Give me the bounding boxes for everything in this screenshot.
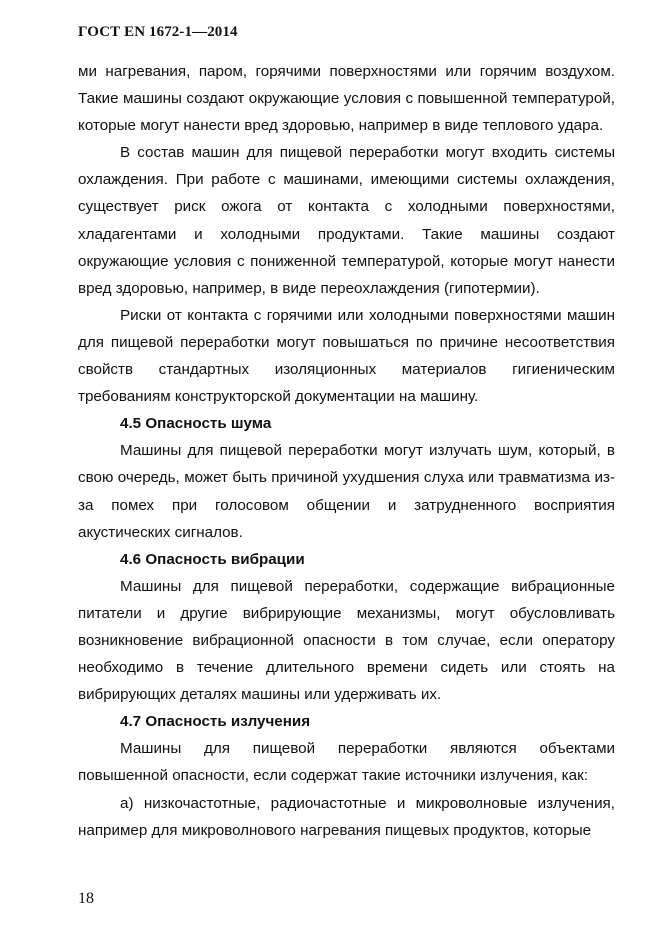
paragraph-heat-continuation: ми нагревания, паром, горячими поверхностями или горячим воздухом. Такие машины создают окружающие условия с повышенной температурой, которые могут нанести вред здоровью, например в виде теплового удара. bbox=[78, 63, 615, 135]
list-item-a: а) низкочастотные, радиочастотные и микроволновые излучения, например для микроволнового нагревания пищевых продуктов, которые bbox=[78, 794, 615, 839]
section-heading-radiation: 4.7 Опасность излучения bbox=[120, 713, 311, 731]
section-heading-noise: 4.5 Опасность шума bbox=[120, 415, 272, 433]
page-number: 18 bbox=[78, 890, 94, 907]
paragraph-noise: Машины для пищевой переработки могут излучать шум, который, в свою очередь, может быть причиной ухудшения слуха или травматизма из-за помех при голосовом общении и затрудненного восприятия акустических сигналов. bbox=[78, 442, 615, 541]
section-heading-vibration: 4.6 Опасность вибрации bbox=[120, 550, 305, 568]
document-body bbox=[78, 58, 615, 844]
paragraph-cooling-systems: В состав машин для пищевой переработки могут входить системы охлаждения. При работе с машинами, имеющими системы охлаждения, существует риск ожога от контакта с холодными поверхностями, хладагентами и холодными продуктами. Такие машины создают окружающие условия с пониженной температурой, которые могут нанести вред здоровью, например, в виде переохлаждения (гипотермии). bbox=[78, 144, 615, 297]
document-header: ГОСТ EN 1672-1—2014 bbox=[78, 24, 238, 40]
paragraph-vibration: Машины для пищевой переработки, содержащие вибрационные питатели и другие вибрирующие механизмы, могут обусловливать возникновение вибрационной опасности в том случае, если оператору необходимо в течение длительного времени сидеть или стоять на вибрирующих деталях машины или удерживать их. bbox=[78, 577, 615, 704]
paragraph-radiation: Машины для пищевой переработки являются объектами повышенной опасности, если содержат такие источники излучения, как: bbox=[78, 740, 615, 785]
paragraph-surface-risks: Риски от контакта с горячими или холодными поверхностями машин для пищевой переработки могут повышаться по причине несоответствия свойств стандартных изоляционных материалов гигиеническим требованиям конструкторской документации на машину. bbox=[78, 306, 615, 406]
